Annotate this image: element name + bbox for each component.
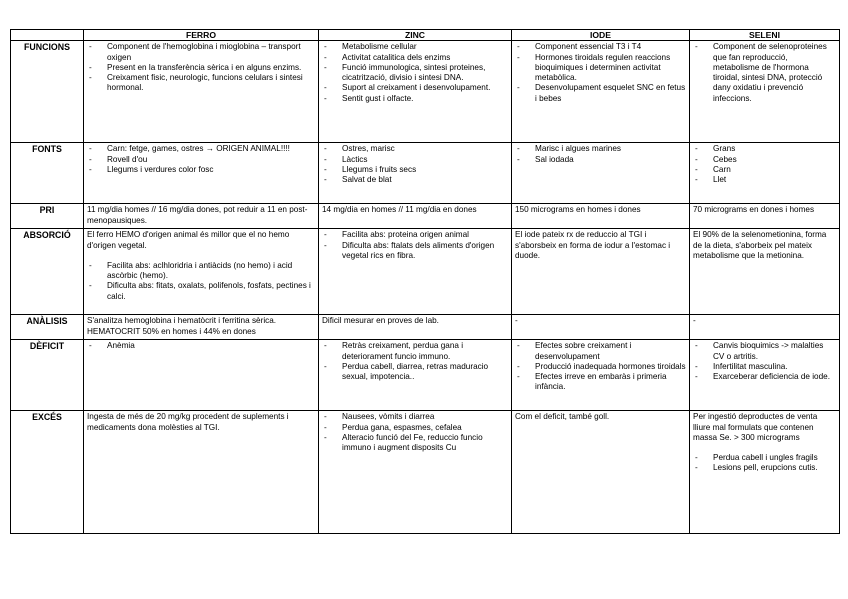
list-item: - Perdua cabell i ungles fragils: [693, 453, 836, 463]
row-label-pri: PRI: [11, 204, 84, 229]
list-item: - Cebes: [693, 155, 836, 165]
list-item: - Perdua gana, espasmes, cefalea: [322, 423, 508, 433]
row-funcions: [11, 41, 840, 143]
cell-deficit-seleni: [690, 340, 840, 411]
list-item: - Component de l'hemoglobina i mioglobina – transport oxigen: [87, 42, 315, 63]
list-item: - Suport al creixament i desenvolupament.: [322, 83, 508, 93]
list-item: - Funció immunologica, sintesi proteines, cicatrització, divisio i sintesi DNA.: [322, 63, 508, 84]
cell-analisi-ferro: S'analitza hemoglobina i hematòcrit i ferritina sèrica. HEMATOCRIT 50% en homes i 44% en dones: [84, 315, 319, 340]
list-item: - Grans: [693, 144, 836, 154]
list-item: - Carn: fetge, games, ostres → ORIGEN ANIMAL!!!!: [87, 144, 315, 154]
cell-absorcio-seleni: El 90% de la selenometionina, forma de la dieta, s'aborbeix pel mateix metabolisme que la metionina.: [690, 229, 840, 315]
list-item: - Present en la transferència sèrica i en alguns enzims.: [87, 63, 315, 73]
cell-pri-ferro: 11 mg/dia homes // 16 mg/dia dones, pot reduir a 11 en post-menopausiques.: [84, 204, 319, 229]
header-zinc: ZINC: [319, 30, 512, 41]
row-exces: [11, 411, 840, 534]
list-item: - Desenvolupament esquelet SNC en fetus i bebes: [515, 83, 686, 104]
row-label-fonts: FONTS: [11, 143, 84, 204]
cell-exces-zinc: [319, 411, 512, 534]
row-analisi: [11, 315, 840, 340]
cell-funcions-ferro: [84, 41, 319, 143]
cell-deficit-iode: [512, 340, 690, 411]
list-item: - Efectes sobre creixament i desenvolupament: [515, 341, 686, 362]
row-label-funcions: FUNCIONS: [11, 41, 84, 143]
cell-pri-zinc: 14 mg/dia en homes // 11 mg/dia en dones: [319, 204, 512, 229]
list-item: - Llegums i fruits secs: [322, 165, 508, 175]
header-ferro: FERRO: [84, 30, 319, 41]
list-item: - Metabolisme cellular: [322, 42, 508, 52]
cell-fonts-iode: [512, 143, 690, 204]
cell-fonts-ferro: [84, 143, 319, 204]
list-item: - Canvis bioquimics -> malalties CV o artritis.: [693, 341, 836, 362]
list-item: - Perdua cabell, diarrea, retras maduracio sexual, impotencia..: [322, 362, 508, 383]
row-label-deficit: DÈFICIT: [11, 340, 84, 411]
header-row: [11, 30, 840, 41]
list-item: - Component de selenoproteines que fan reproducció, metabolisme de l'hormona tiroidal, sintesi DNA, protecció dany oxidatiu i prevenció infeccions.: [693, 42, 836, 104]
list-item: - Component essencial T3 i T4: [515, 42, 686, 52]
cell-absorcio-iode: El iode pateix rx de reduccio al TGI i s'aborsbeix en forma de iodur a l'estomac i duode.: [512, 229, 690, 315]
list-item: - Alteracio funció del Fe, reduccio funcio immuno i augment disposits Cu: [322, 433, 508, 454]
cell-analisi-seleni: -: [690, 315, 840, 340]
corner-cell: [11, 30, 84, 41]
list-item: - Làctics: [322, 155, 508, 165]
list-item: - Llegums i verdures color fosc: [87, 165, 315, 175]
cell-analisi-iode: -: [512, 315, 690, 340]
list-item: - Rovell d'ou: [87, 155, 315, 165]
cell-absorcio-zinc: [319, 229, 512, 315]
list-item: - Nausees, vòmits i diarrea: [322, 412, 508, 422]
row-fonts: [11, 143, 840, 204]
list-item: - Salvat de blat: [322, 175, 508, 185]
cell-exces-ferro: Ingesta de més de 20 mg/kg procedent de suplements i medicaments dona molèsties al TGI.: [84, 411, 319, 534]
list-item: - Sal iodada: [515, 155, 686, 165]
nutrient-table: [10, 29, 840, 534]
list-item: - Facilita abs: proteina origen animal: [322, 230, 508, 240]
cell-fonts-seleni: [690, 143, 840, 204]
list-item: - Infertilitat masculina.: [693, 362, 836, 372]
absorcio-ferro-intro: El ferro HEMO d'origen animal és millor que el no hemo d'origen vegetal.: [87, 230, 290, 250]
list-item: - Dificulta abs: ftalats dels aliments d'origen vegetal rics en fibra.: [322, 241, 508, 262]
list-item: - Creixament fisic, neurologic, funcions celulars i sintesi hormonal.: [87, 73, 315, 94]
cell-analisi-zinc: Dificil mesurar en proves de lab.: [319, 315, 512, 340]
row-absorcio: [11, 229, 840, 315]
list-item: - Activitat catalitica dels enzims: [322, 53, 508, 63]
list-item: - Sentit gust i olfacte.: [322, 94, 508, 104]
exces-seleni-intro: Per ingestió deproductes de venta lliure mal formulats que contenen massa Se. > 300 micrograms: [693, 412, 818, 442]
row-deficit: [11, 340, 840, 411]
list-item: - Hormones tiroidals regulen reaccions bioquimiques i determinen activitat metabòlica.: [515, 53, 686, 84]
row-pri: [11, 204, 840, 229]
cell-funcions-zinc: [319, 41, 512, 143]
cell-exces-seleni: [690, 411, 840, 534]
list-item: - Exarceberar deficiencia de iode.: [693, 372, 836, 382]
row-label-exces: EXCÉS: [11, 411, 84, 534]
cell-deficit-zinc: [319, 340, 512, 411]
list-item: - Llet: [693, 175, 836, 185]
list-item: - Lesions pell, erupcions cutis.: [693, 463, 836, 473]
row-label-analisi: ANÀLISIS: [11, 315, 84, 340]
cell-funcions-iode: [512, 41, 690, 143]
list-item: - Ostres, marisc: [322, 144, 508, 154]
cell-deficit-ferro: [84, 340, 319, 411]
cell-exces-iode: Com el deficit, també goll.: [512, 411, 690, 534]
list-item: - Marisc i algues marines: [515, 144, 686, 154]
list-item: - Producció inadequada hormones tiroidals: [515, 362, 686, 372]
list-item: - Carn: [693, 165, 836, 175]
list-item: - Anèmia: [87, 341, 315, 351]
list-item: - Efectes irreve en embaràs i primeria infància.: [515, 372, 686, 393]
header-iode: IODE: [512, 30, 690, 41]
header-seleni: SELENI: [690, 30, 840, 41]
cell-fonts-zinc: [319, 143, 512, 204]
cell-funcions-seleni: [690, 41, 840, 143]
list-item: - Dificulta abs: fitats, oxalats, polifenols, fosfats, pectines i calci.: [87, 281, 315, 302]
cell-absorcio-ferro: [84, 229, 319, 315]
list-item: - Facilita abs: aclhloridria i antiàcids (no hemo) i acid ascòrbic (hemo).: [87, 261, 315, 282]
row-label-absorcio: ABSORCIÓ: [11, 229, 84, 315]
list-item: - Retràs creixament, perdua gana i deteriorament funcio immuno.: [322, 341, 508, 362]
cell-pri-seleni: 70 micrograms en dones i homes: [690, 204, 840, 229]
cell-pri-iode: 150 micrograms en homes i dones: [512, 204, 690, 229]
